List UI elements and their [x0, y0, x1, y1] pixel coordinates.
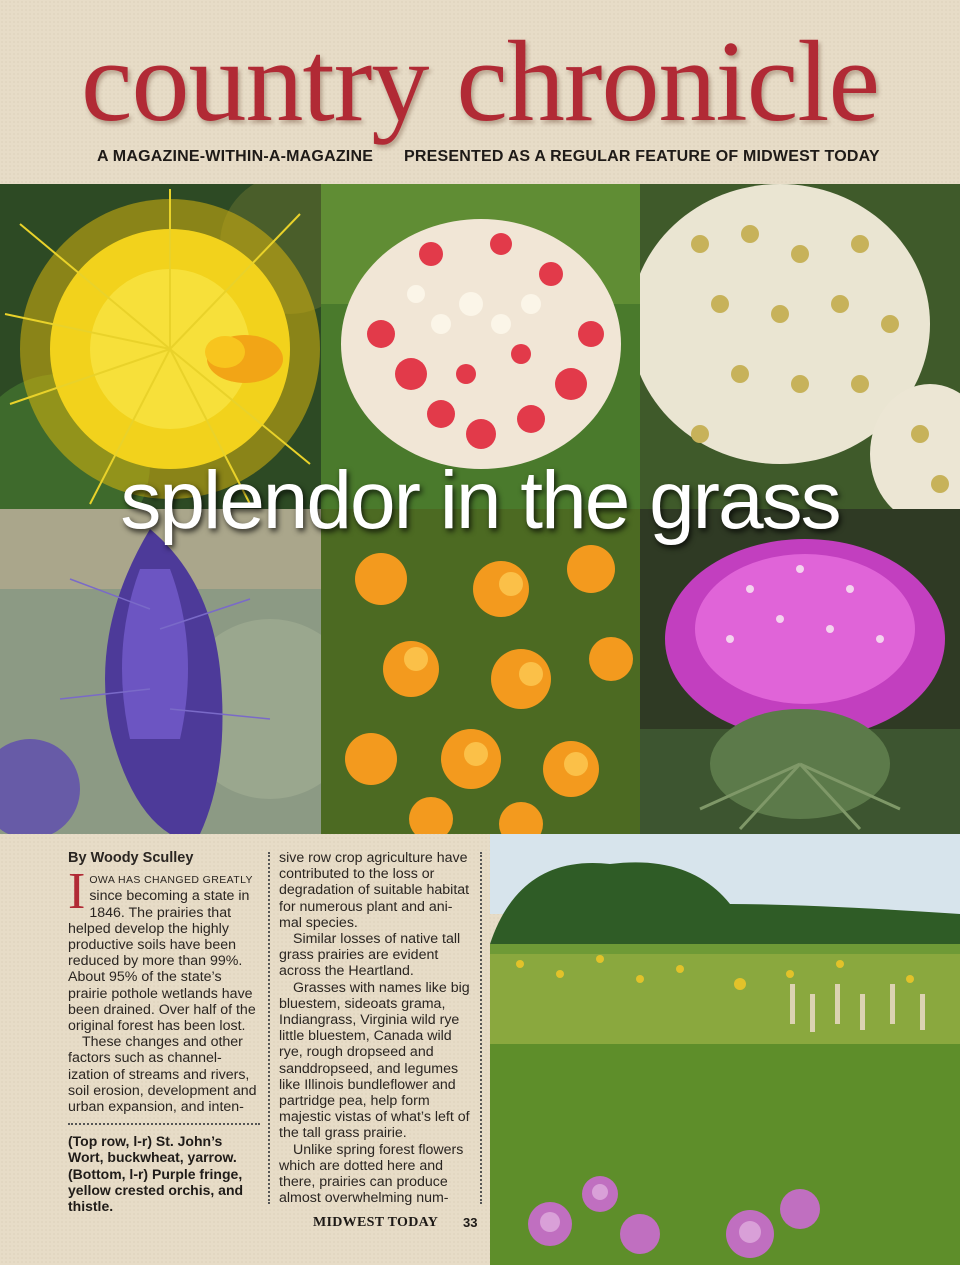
- column-divider: [480, 852, 482, 1204]
- article-column-1: [68, 850, 260, 1214]
- photo-caption: (Top row, l-r) St. John’s Wort, buckwheat, yarrow. (Bottom, l-r) Purple fringe, yellow crested orchis, and thistle.: [68, 1133, 244, 1215]
- thistle-photo: [640, 509, 960, 834]
- page-number: 33: [463, 1215, 478, 1230]
- paragraph-2: These changes and other factors such as channel-ization of streams and rivers, soil erosion, development and urban expansion, and inten-: [68, 1034, 257, 1116]
- paragraph-2-continued: sive row crop agriculture have contributed to the loss or degradation of suitable habitat for numerous plant and ani-mal species.: [279, 850, 470, 931]
- lead-paragraph: [68, 863, 260, 1035]
- masthead-subtitle-right: PRESENTED AS A REGULAR FEATURE OF MIDWEST TODAY: [404, 148, 880, 165]
- paragraph-3: Similar losses of native tall grass prairies are evident across the Heartland.: [279, 931, 461, 980]
- drop-cap: I: [68, 863, 86, 921]
- yellow-crested-orchis-photo: [321, 509, 640, 834]
- feature-headline: splendor in the grass: [120, 455, 840, 546]
- divider: [68, 1123, 260, 1125]
- footer-publication: MIDWEST TODAY: [313, 1215, 439, 1230]
- paragraph-5: Unlike spring forest flowers which are dotted here and there, prairies can produce almost overwhelming num-: [279, 1141, 464, 1207]
- column-divider: [268, 852, 270, 1204]
- prairie-landscape-photo: [490, 834, 960, 1265]
- article-column-2: [279, 850, 474, 1206]
- magazine-title: country chronicle: [81, 18, 879, 146]
- byline: By Woody Sculley: [68, 850, 194, 866]
- lead-smallcaps: OWA HAS CHANGED GREATLY: [89, 874, 253, 887]
- masthead: [0, 0, 960, 184]
- lead-text: since becoming a state in 1846. The prairies that helped develop the highly productive soils have been reduced by more than 99%. About 95% of the state’s prairie pothole wetlands have been drained. Over half of the original forest has been lost.: [68, 888, 256, 1035]
- purple-fringe-photo: [0, 509, 321, 834]
- paragraph-4: Grasses with names like big bluestem, sideoats grama, Indiangrass, Virginia wild rye little bluestem, Canada wild rye, rough dropseed and sanddropseed, and legumes like Illinois bundleflower and partridge pea, help form majestic vistas of what’s left of the tall grass prairie.: [279, 979, 470, 1142]
- masthead-subtitle-left: A MAGAZINE-WITHIN-A-MAGAZINE: [97, 148, 374, 165]
